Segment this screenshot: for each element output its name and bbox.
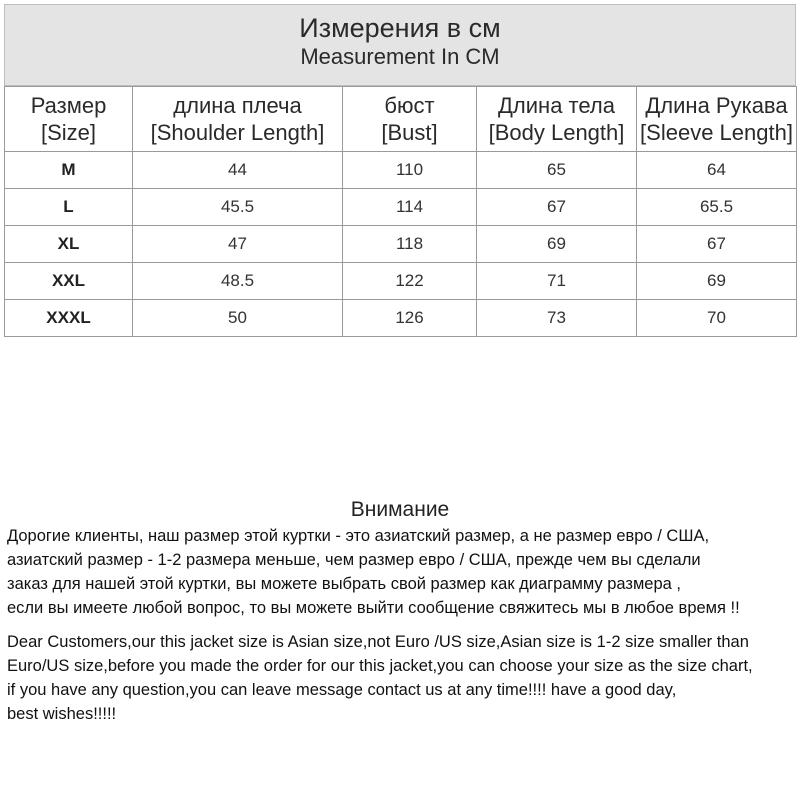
notice-line: if you have any question,you can leave message contact us at any time!!!! have a good day,: [7, 681, 677, 699]
notice-english: [7, 630, 797, 726]
shoulder-cell: 45.5: [133, 189, 343, 226]
notice-line: best wishes!!!!!: [7, 705, 117, 723]
shoulder-cell: 48.5: [133, 263, 343, 300]
bust-cell: 122: [343, 263, 477, 300]
table-row: [5, 226, 797, 263]
table-row: [5, 189, 797, 226]
header-cell-shoulder: [133, 87, 343, 152]
header-cell-bust: [343, 87, 477, 152]
header-en: [Shoulder Length]: [150, 120, 325, 145]
notice-line: Euro/US size,before you made the order for our this jacket,you can choose your size as the size chart,: [7, 657, 753, 675]
notice-russian: [7, 524, 797, 620]
notice-line: если вы имеете любой вопрос, то вы можете выйти сообщение свяжитесь мы в любое время !!: [7, 599, 740, 617]
shoulder-cell: 47: [133, 226, 343, 263]
title-english: Measurement In CM: [300, 44, 500, 69]
table-title-banner: [4, 4, 796, 86]
body-length-cell: 71: [477, 263, 637, 300]
bust-cell: 118: [343, 226, 477, 263]
sleeve-length-cell: 65.5: [637, 189, 797, 226]
header-cell-sleeve-length: [637, 87, 797, 152]
notice-line: Dear Customers,our this jacket size is Asian size,not Euro /US size,Asian size is 1-2 size smaller than: [7, 633, 749, 651]
header-ru: Размер: [30, 93, 107, 118]
size-cell: XXL: [5, 263, 133, 300]
size-cell: L: [5, 189, 133, 226]
size-chart-table: [4, 86, 797, 337]
header-en: [Bust]: [381, 120, 438, 145]
body-length-cell: 67: [477, 189, 637, 226]
header-ru: длина плеча: [173, 93, 302, 118]
title-russian: Измерения в см: [299, 13, 501, 43]
notice-line: азиатский размер - 1-2 размера меньше, чем размер евро / США, прежде чем вы сделали: [7, 551, 701, 569]
header-cell-body-length: [477, 87, 637, 152]
notice-line: заказ для нашей этой куртки, вы можете выбрать свой размер как диаграмму размера ,: [7, 575, 681, 593]
size-cell: M: [5, 152, 133, 189]
shoulder-cell: 50: [133, 300, 343, 337]
body-length-cell: 69: [477, 226, 637, 263]
table-row: [5, 300, 797, 337]
header-en: [Size]: [40, 120, 97, 145]
header-ru: Длина Рукава: [645, 93, 788, 118]
table-row: [5, 263, 797, 300]
sleeve-length-cell: 70: [637, 300, 797, 337]
header-ru: бюст: [384, 93, 435, 118]
bust-cell: 110: [343, 152, 477, 189]
header-en: [Sleeve Length]: [640, 120, 793, 145]
bust-cell: 126: [343, 300, 477, 337]
notice-line: Дорогие клиенты, наш размер этой куртки - это азиатский размер, а не размер евро / США,: [7, 527, 710, 545]
header-cell-size: [5, 87, 133, 152]
sleeve-length-cell: 64: [637, 152, 797, 189]
sleeve-length-cell: 67: [637, 226, 797, 263]
size-cell: XL: [5, 226, 133, 263]
body-length-cell: 73: [477, 300, 637, 337]
size-cell: XXXL: [5, 300, 133, 337]
table-header-row: [5, 87, 797, 152]
table-row: [5, 152, 797, 189]
notice-title: Внимание: [350, 498, 450, 521]
body-length-cell: 65: [477, 152, 637, 189]
header-en: [Body Length]: [488, 120, 625, 145]
shoulder-cell: 44: [133, 152, 343, 189]
sleeve-length-cell: 69: [637, 263, 797, 300]
header-ru: Длина тела: [498, 93, 615, 118]
bust-cell: 114: [343, 189, 477, 226]
